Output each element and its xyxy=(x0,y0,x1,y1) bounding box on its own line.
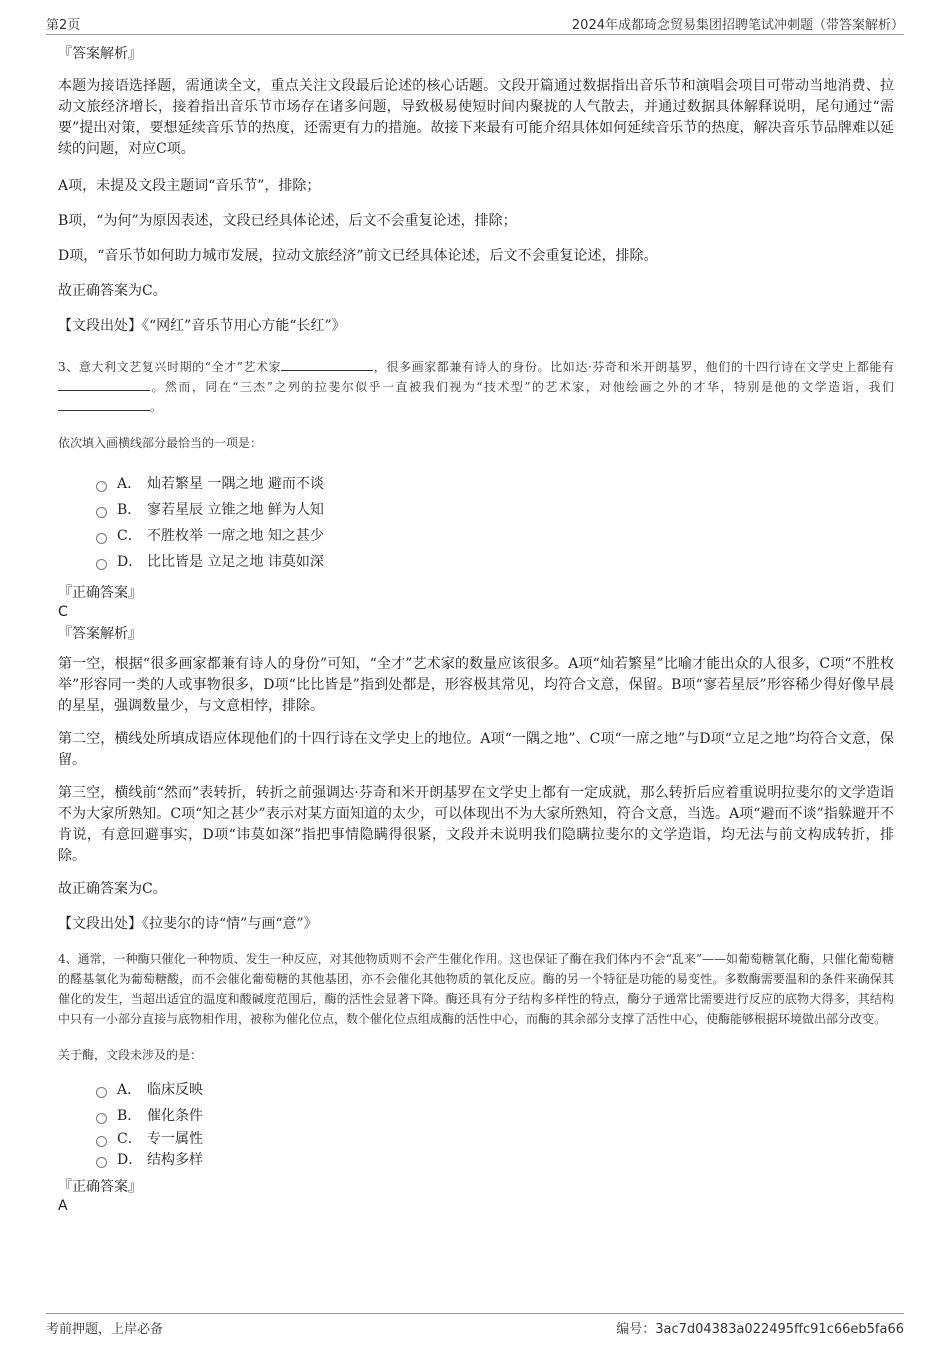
option-c[interactable]: C． 专一属性 xyxy=(96,1129,894,1150)
question-4-options xyxy=(96,1077,894,1171)
radio-icon[interactable] xyxy=(96,1113,107,1124)
page-number: 第2页 xyxy=(46,18,81,33)
question-3-stem xyxy=(58,357,894,417)
correct-answer-label: 『正确答案』 xyxy=(58,585,142,601)
stem-part-3: 。然而，同在“三杰”之列的拉斐尔似乎一直被我们视为“技术型”的艺术家，对他绘画之外的才华，特别是他的文学造诣，我们 xyxy=(150,380,894,394)
radio-icon[interactable] xyxy=(96,559,107,570)
question-4-stem: 4、通常，一种酶只催化一种物质、发生一种反应，对其他物质则不会产生催化作用。这也保证了酶在我们体内不会“乱来”——如葡萄糖氧化酶，只催化葡萄糖的醛基氧化为葡萄糖酸，而不会催化葡萄糖的其他基团，亦不会催化其他物质的氧化反应。酶的另一个特征是功能的易变性。多数酶需要温和的条件来确保其催化的发生，当超出适宜的温度和酸碱度范围后，酶的活性会显著下降。酶还具有分子结构多样性的特点，酶分子通常比需要进行反应的底物大得多，其结构中只有一小部分直接与底物相作用，被称为催化位点，数个催化位点组成酶的活性中心，而酶的其余部分支撑了活性中心，使酶能够根据环境做出部分改变。 xyxy=(58,952,894,1026)
radio-icon[interactable] xyxy=(96,481,107,492)
radio-icon[interactable] xyxy=(96,1136,107,1147)
document-title: 2024年成都琦念贸易集团招聘笔试冲刺题（带答案解析） xyxy=(571,18,904,33)
footer-slogan: 考前押题，上岸必备 xyxy=(46,1322,164,1337)
question-3-options xyxy=(96,471,894,575)
passage-source: 【文段出处】《拉斐尔的诗“情”与画“意”》 xyxy=(58,916,318,932)
stem-part-4: 。 xyxy=(150,400,163,414)
analysis-blank-2: 第二空，横线处所填成语应体现他们的十四行诗在文学史上的地位。A项“一隅之地”、C项“一席之地”与D项“立足之地”均符合文意，保留。 xyxy=(58,731,894,768)
analysis-blank-3: 第三空，横线前“然而”表转折，转折之前强调达·芬奇和米开朗基罗在文学史上都有一定成就，那么转折后应着重说明拉斐尔的文学造诣不为大家所熟知。C项“知之甚少”表示对某方面知道的太少，可以体现出不为大家所熟知，符合文意，当选。A项“避而不谈”指躲避开不肯说，有意回避事实，D项“讳莫如深”指把事情隐瞒得很紧，文段并未说明我们隐瞒拉斐尔的文学造诣，均无法与前文构成转折，排除。 xyxy=(58,785,894,864)
option-c[interactable]: C． 不胜枚举 一席之地 知之甚少 xyxy=(96,523,894,549)
code-label: 编号： xyxy=(616,1322,656,1337)
option-b[interactable]: B． 催化条件 xyxy=(96,1103,894,1129)
analysis-option-d: D项，“音乐节如何助力城市发展，拉动文旅经济”前文已经具体论述，后文不会重复论述，排除。 xyxy=(58,248,658,264)
page-footer xyxy=(46,1313,904,1336)
option-a[interactable]: A． 临床反映 xyxy=(96,1077,894,1103)
correct-answer: C xyxy=(58,604,68,620)
option-b[interactable]: B． 寥若星辰 立锥之地 鲜为人知 xyxy=(96,497,894,523)
passage-source: 【文段出处】《“网红”音乐节用心方能“长红”》 xyxy=(58,318,346,334)
option-a[interactable]: A． 灿若繁星 一隅之地 避而不谈 xyxy=(96,471,894,497)
analysis-option-b: B项，“为何”为原因表述，文段已经具体论述，后文不会重复论述，排除； xyxy=(58,213,517,229)
correct-answer-label: 『正确答案』 xyxy=(58,1179,142,1195)
analysis-blank-1: 第一空，根据“很多画家都兼有诗人的身份”可知，“全才”艺术家的数量应该很多。A项“灿若繁星”比喻才能出众的人很多，C项“不胜枚举”形容同一类的人或事物很多，D项“比比皆是”指到处都是，形容极其常见，均符合文意，保留。B项“寥若星辰”形容稀少得好像早晨的星星，强调数量少，与文意相悖，排除。 xyxy=(58,656,894,714)
code-value: 3ac7d04383a022495ffc91c66eb5fa66 xyxy=(655,1322,904,1337)
radio-icon[interactable] xyxy=(96,507,107,518)
radio-icon[interactable] xyxy=(96,1157,107,1168)
correct-answer: A xyxy=(58,1198,68,1214)
blank-1 xyxy=(281,358,373,371)
stem-part-1: 3、意大利文艺复兴时期的“全才”艺术家 xyxy=(58,360,282,374)
stem-part-2: ，很多画家都兼有诗人的身份。比如达·芬奇和米开朗基罗，他们的十四行诗在文学史上都能有 xyxy=(373,360,894,374)
analysis-label: 『答案解析』 xyxy=(58,626,142,642)
question-4-prompt: 关于酶，文段未涉及的是： xyxy=(58,1048,203,1062)
analysis-conclusion: 故正确答案为C。 xyxy=(58,881,167,897)
option-d[interactable]: D． 比比皆是 立足之地 讳莫如深 xyxy=(96,549,894,575)
blank-2 xyxy=(58,378,150,391)
analysis-option-a: A项，未提及文段主题词“音乐节”，排除； xyxy=(58,178,321,194)
blank-3 xyxy=(58,398,150,411)
document-body xyxy=(58,44,894,1216)
analysis-label: 『答案解析』 xyxy=(58,46,142,62)
question-3-prompt: 依次填入画横线部分最恰当的一项是： xyxy=(58,436,263,450)
radio-icon[interactable] xyxy=(96,1087,107,1098)
document-code xyxy=(616,1318,904,1337)
radio-icon[interactable] xyxy=(96,533,107,544)
analysis-text: 本题为接语选择题，需通读全文，重点关注文段最后论述的核心话题。文段开篇通过数据指出音乐节和演唱会项目可带动当地消费、拉动文旅经济增长，接着指出音乐节市场存在诸多问题，导致极易使短时间内聚拢的人气散去，并通过数据具体解释说明，尾句通过“需要”提出对策，要想延续音乐节的热度，还需更有力的措施。故接下来最有可能介绍具体如何延续音乐节的热度，解决音乐节品牌难以延续的问题，对应C项。 xyxy=(58,78,894,157)
page-header xyxy=(46,12,904,35)
analysis-conclusion: 故正确答案为C。 xyxy=(58,283,167,299)
option-d[interactable]: D． 结构多样 xyxy=(96,1150,894,1171)
